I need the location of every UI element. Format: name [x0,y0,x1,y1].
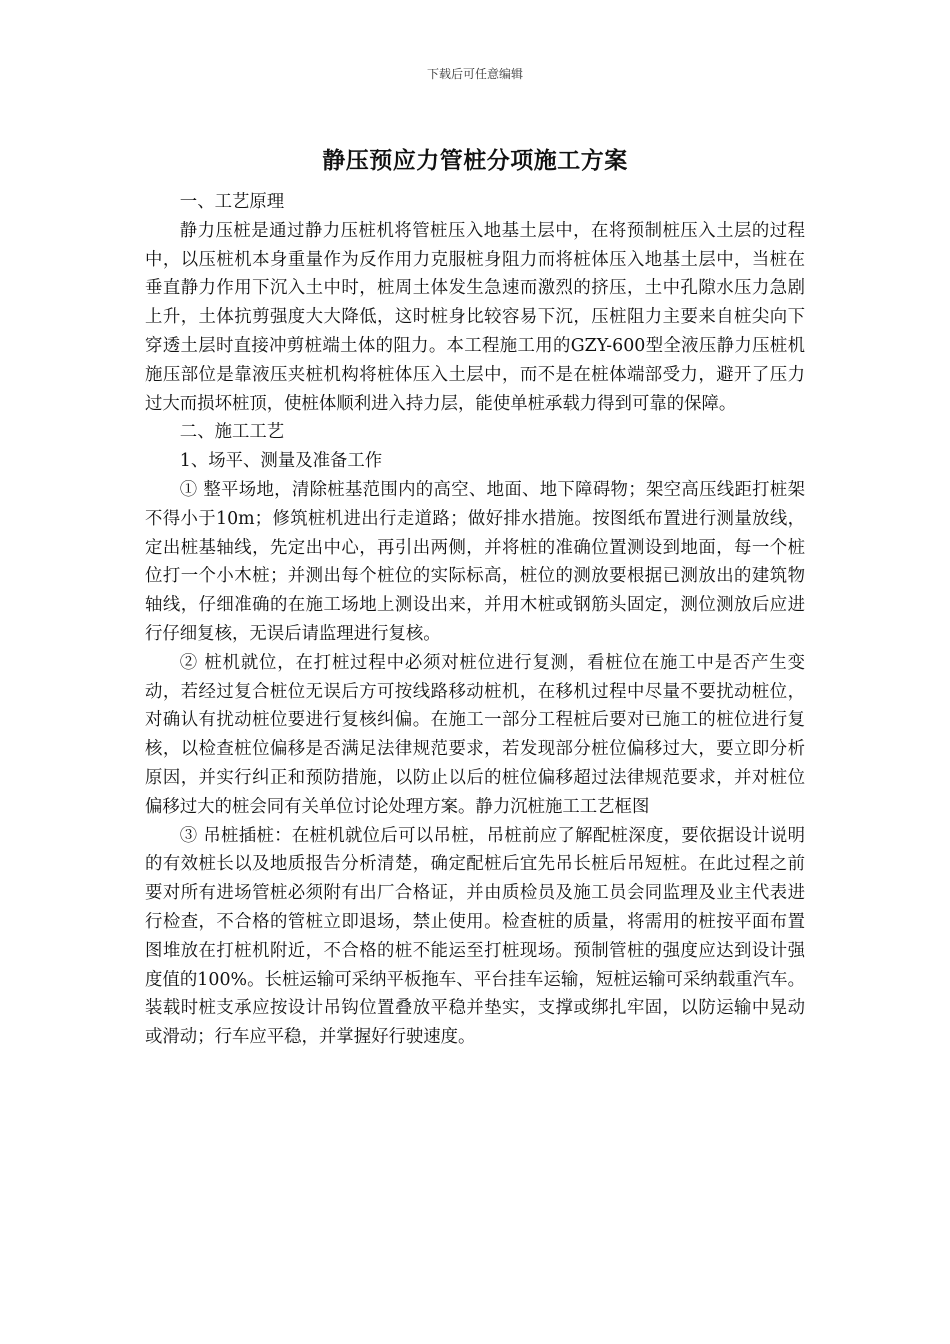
section-heading-construction-process: 二、施工工艺 [179,422,285,443]
paragraph-site-leveling: ① 整平场地，清除桩基范围内的高空、地面、地下障碍物；架空高压线距打桩架不得小于10m；修筑桩机进出行走道路；做好排水措施。按图纸布置进行测量放线，定出桩基轴线，先定出中心，再引出两侧，并将桩的准确位置测设到地面，每一个桩位打一个小木桩；并测出每个桩位的实际标高，桩位的测放要根据已测放出的建筑物轴线，仔细准确的在施工场地上测设出来，并用木桩或钢筋头固定，测位测放后应进行仔细复核，无误后请监理进行复核。 [145,479,805,644]
document-title: 静压预应力管桩分项施工方案 [322,148,628,174]
paragraph-pile-lifting: ③ 吊桩插桩：在桩机就位后可以吊桩，吊桩前应了解配桩深度，要依据设计说明的有效桩长以及地质报告分析清楚，确定配桩后宜先吊长桩后吊短桩。在此过程之前要对所有进场管桩必须附有出厂合格证，并由质检员及施工员会同监理及业主代表进行检查，不合格的管桩立即退场，禁止使用。检查桩的质量，将需用的桩按平面布置图堆放在打桩机附近，不合格的桩不能运至打桩现场。预制管桩的强度应达到设计强度值的100%。长桩运输可采纳平板拖车、平台挂车运输，短桩运输可采纳载重汽车。装载时桩支承应按设计吊钩位置叠放平稳并垫实，支撑或绑扎牢固，以防运输中晃动或滑动；行车应平稳，并掌握好行驶速度。 [145,825,805,1048]
paragraph-pile-machine-positioning: ② 桩机就位，在打桩过程中必须对桩位进行复测，看桩位在施工中是否产生变动，若经过复合桩位无误后方可按线路移动桩机，在移机过程中尽量不要扰动桩位，对确认有扰动桩位要进行复核纠偏。在施工一部分工程桩后要对已施工的桩位进行复核，以检查桩位偏移是否满足法律规范要求，若发现部分桩位偏移过大，要立即分析原因，并实行纠正和预防措施，以防止以后的桩位偏移超过法律规范要求，并对桩位偏移过大的桩会同有关单位讨论处理方案。静力沉桩施工工艺框图 [145,652,805,817]
section-heading-process-principle: 一、工艺原理 [179,192,285,212]
header-note: 下载后可任意编辑 [426,67,523,81]
paragraph-static-pressure-principle: 静力压桩是通过静力压桩机将管桩压入地基土层中，在将预制桩压入土层的过程中，以压桩机本身重量作为反作用力克服桩身阻力而将桩体压入地基土层中，当桩在垂直静力作用下沉入土中时，桩周土体发生急速而激烈的挤压，土中孔隙水压力急剧上升，土体抗剪强度大大降低，这时桩身比较容易下沉，压桩阻力主要来自桩尖向下穿透土层时直接冲剪桩端土体的阻力。本工程施工用的GZY-600型全液压静力压桩机施压部位是靠液压夹桩机构将桩体压入土层中，而不是在桩体端部受力，避开了压力过大而损坏桩顶，使桩体顺利进入持力层，能使单桩承载力得到可靠的保障。 [145,220,805,414]
document-body [145,188,805,1052]
subheading-site-preparation: 1、场平、测量及准备工作 [179,451,383,472]
